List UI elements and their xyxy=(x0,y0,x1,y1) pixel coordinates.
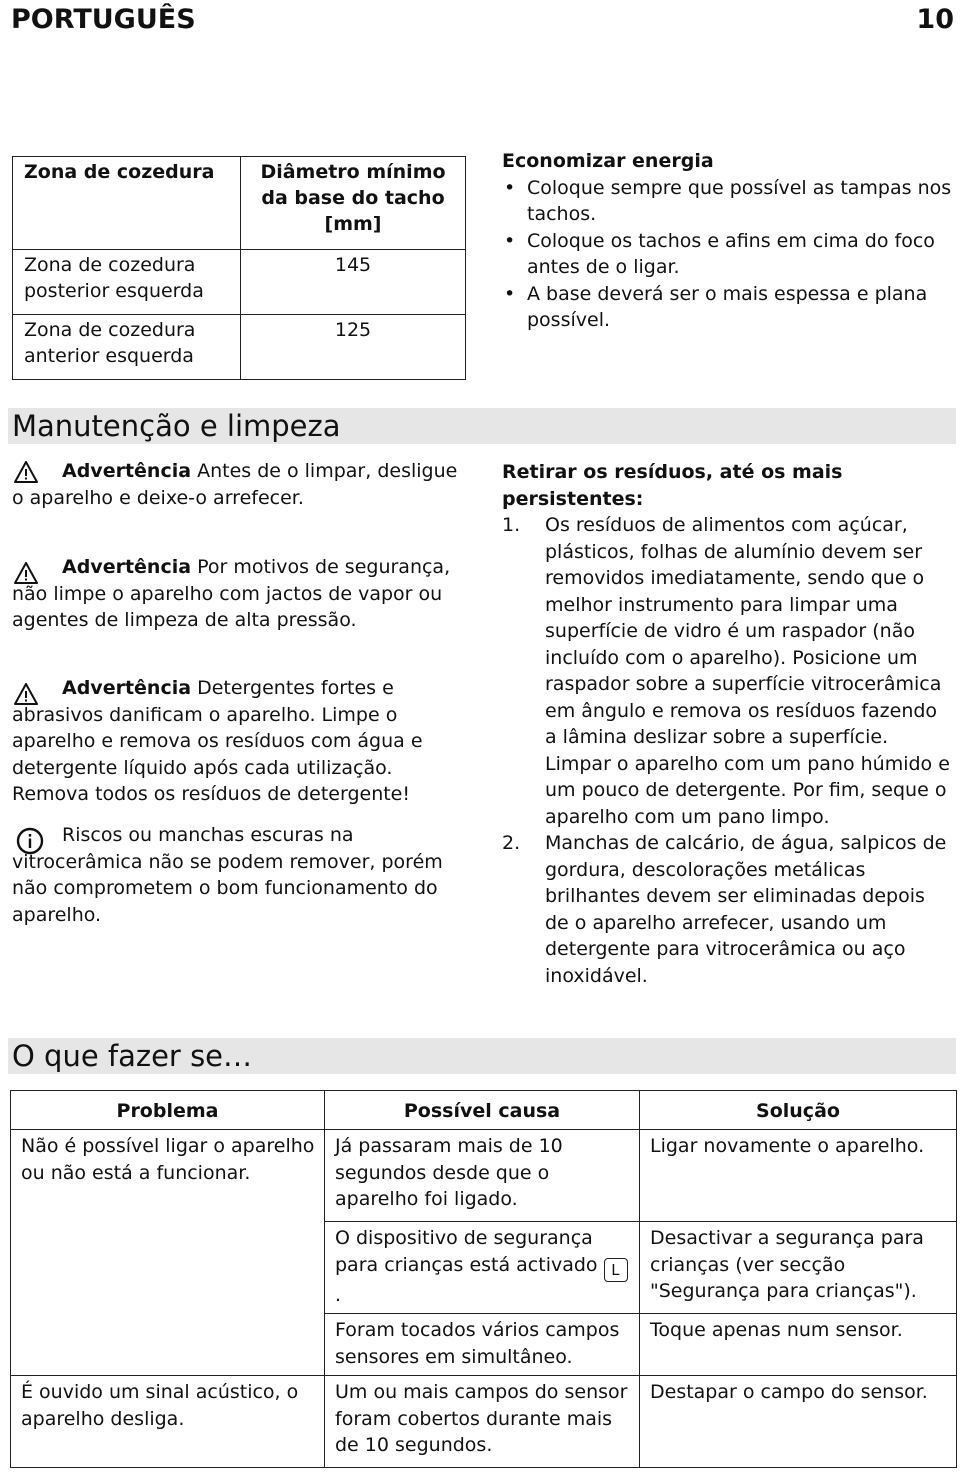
table-header-row xyxy=(11,1091,957,1130)
table-row xyxy=(11,1376,957,1468)
warning-text xyxy=(12,675,467,808)
warning-icon xyxy=(14,562,38,584)
problem-cell: É ouvido um sinal acústico, o aparelho desliga. xyxy=(11,1376,325,1468)
child-lock-symbol: L xyxy=(604,1258,628,1282)
list-item: • Coloque sempre que possível as tampas nos tachos. xyxy=(502,175,952,228)
warning-body: Por motivos de segurança, não limpe o aparelho com jactos de vapor ou agentes de limpeza de alta pressão. xyxy=(12,556,451,631)
warning-body: Detergentes fortes e abrasivos danificam o aparelho. Limpe o aparelho e remova os resíduos com água e detergente líquido após cada utilização. Remova todos os resíduos de detergente! xyxy=(12,677,423,805)
warning-body: Antes de o limpar, desligue o aparelho e deixe-o arrefecer. xyxy=(12,460,458,509)
cause-cell: Já passaram mais de 10 segundos desde que o aparelho foi ligado. xyxy=(325,1130,640,1222)
problem-cell: Não é possível ligar o aparelho ou não está a funcionar. xyxy=(11,1130,325,1376)
diameter-cell: 125 xyxy=(241,315,466,380)
warning-label: Advertência xyxy=(62,556,192,578)
table-header-row xyxy=(13,157,466,250)
table-header-cell: Solução xyxy=(640,1091,957,1130)
warning-block xyxy=(12,554,467,634)
cause-cell xyxy=(325,1222,640,1314)
residue-steps xyxy=(502,512,954,989)
section-header-troubleshooting xyxy=(8,1038,956,1074)
section-header-maintenance xyxy=(8,408,956,444)
table-row xyxy=(11,1130,957,1222)
residue-section xyxy=(502,459,954,989)
zone-diameter-table xyxy=(12,156,466,380)
step-text: Os resíduos de alimentos com açúcar, plásticos, folhas de alumínio devem ser removidos imediatamente, sendo que o melhor instrumento para limpar uma superfície de vidro é um raspador (não incluído com o aparelho). Posicione um raspador sobre a superfície vitrocerâmica em ângulo e remova os resíduos fazendo a lâmina deslizar sobre a superfície. Limpar o aparelho com um pano húmido e um pouco de detergente. Por fim, seque o aparelho com um pano limpo. xyxy=(545,514,950,828)
warning-label: Advertência xyxy=(62,677,192,699)
table-header-cell: Diâmetro mínimo da base do tacho [mm] xyxy=(241,157,466,250)
zone-cell: Zona de cozedura anterior esquerda xyxy=(13,315,241,380)
section-title: O que fazer se… xyxy=(12,1039,253,1073)
cause-cell: Um ou mais campos do sensor foram cobertos durante mais de 10 segundos. xyxy=(325,1376,640,1468)
warning-text xyxy=(12,458,467,511)
table-header-cell: Possível causa xyxy=(325,1091,640,1130)
energy-bullet-list xyxy=(502,175,952,334)
table-row xyxy=(13,250,466,315)
cause-cell: Foram tocados vários campos sensores em simultâneo. xyxy=(325,1314,640,1376)
solution-cell: Ligar novamente o aparelho. xyxy=(640,1130,957,1222)
section-title: Manutenção e limpeza xyxy=(12,409,341,443)
step-number: 1. xyxy=(502,514,521,536)
residue-title: Retirar os resíduos, até os mais persistentes: xyxy=(502,461,843,510)
warning-icon xyxy=(14,683,38,705)
solution-cell: Toque apenas num sensor. xyxy=(640,1314,957,1376)
table-header-cell: Zona de cozedura xyxy=(13,157,241,250)
step-text: Manchas de calcário, de água, salpicos de gordura, descolorações metálicas brilhantes devem ser eliminadas depois de o aparelho arrefecer, usando um detergente para vitrocerâmica ou aço inoxidável. xyxy=(545,832,947,987)
info-block xyxy=(12,822,467,928)
troubleshooting-table xyxy=(10,1090,957,1468)
list-item: • Coloque os tachos e afins em cima do foco antes de o ligar. xyxy=(502,228,952,281)
warning-text xyxy=(12,554,467,634)
energy-section xyxy=(502,148,952,334)
energy-title: Economizar energia xyxy=(502,150,714,172)
cause-suffix: . xyxy=(335,1283,342,1306)
table-row xyxy=(13,315,466,380)
solution-cell: Desactivar a segurança para crianças (ver secção "Segurança para crianças"). xyxy=(640,1222,957,1314)
diameter-cell: 145 xyxy=(241,250,466,315)
warning-label: Advertência xyxy=(62,460,192,482)
table-header-cell: Problema xyxy=(11,1091,325,1130)
page-number: 10 xyxy=(916,4,954,35)
cause-text: O dispositivo de segurança para crianças está activado xyxy=(335,1227,598,1276)
warning-block xyxy=(12,458,467,511)
info-icon xyxy=(16,827,44,855)
warning-icon xyxy=(14,461,38,483)
step-number: 2. xyxy=(502,832,521,854)
info-text: Riscos ou manchas escuras na vitrocerâmica não se podem remover, porém não comprometem o bom funcionamento do aparelho. xyxy=(12,824,443,926)
zone-cell: Zona de cozedura posterior esquerda xyxy=(13,250,241,315)
warning-block xyxy=(12,675,467,808)
list-item xyxy=(502,830,954,989)
list-item: • A base deverá ser o mais espessa e plana possível. xyxy=(502,281,952,334)
document-language: PORTUGUÊS xyxy=(11,4,196,35)
list-item xyxy=(502,512,954,830)
solution-cell: Destapar o campo do sensor. xyxy=(640,1376,957,1468)
